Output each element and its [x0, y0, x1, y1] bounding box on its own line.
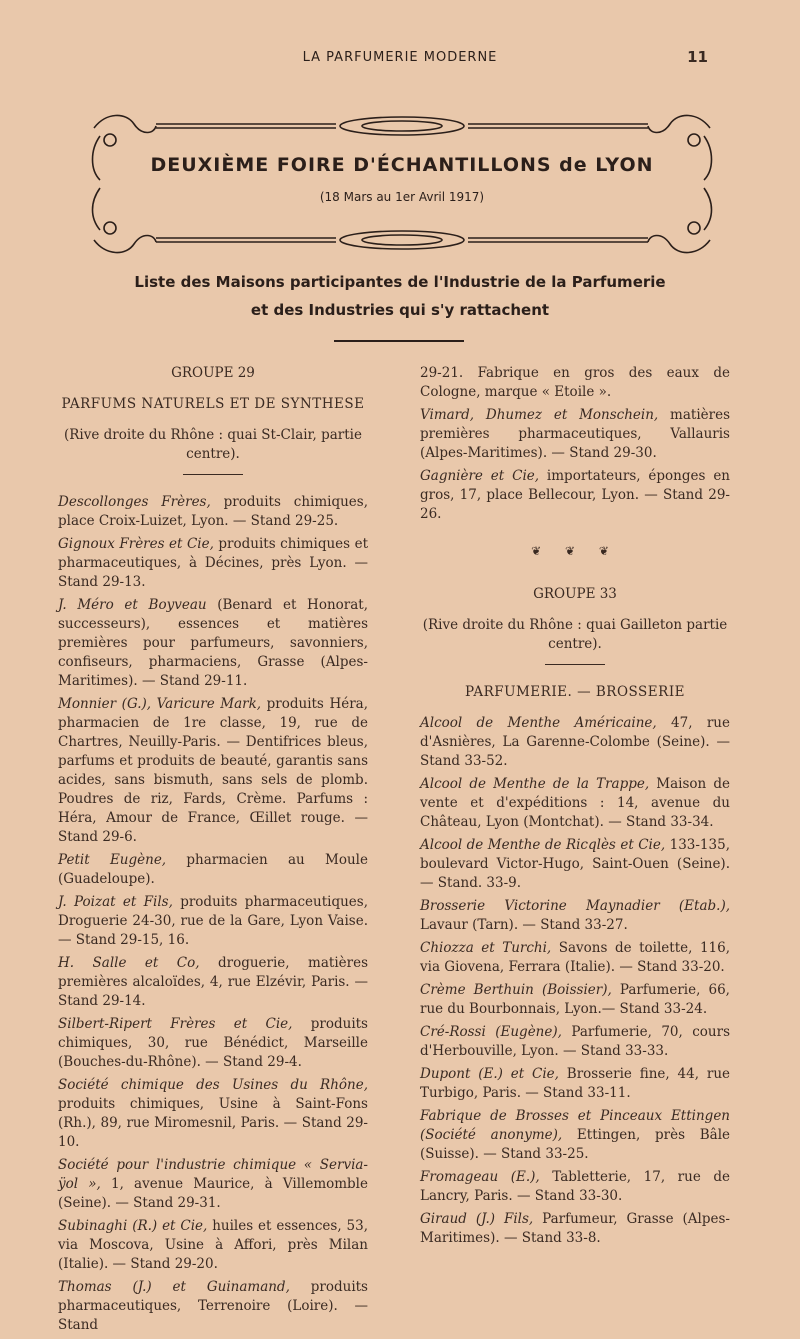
- group-33-location: (Rive droite du Rhône : quai Gailleton partie centre).: [422, 617, 728, 652]
- exhibitor-name: Gignoux Frères et Cie,: [58, 536, 214, 552]
- exhibitor-entry: [58, 1015, 368, 1072]
- section-divider: [545, 664, 605, 665]
- exhibitor-entry: [420, 775, 730, 832]
- exhibitor-name: Descollonges Frères,: [58, 494, 211, 510]
- exhibitor-entry: [58, 1076, 368, 1152]
- exhibitor-details: produits chimiques, 30, rue Bénédict, Marseille (Bouches-du-Rhône). — Stand 29-4.: [58, 1016, 368, 1070]
- exhibitor-details: produits chimiques, place Croix-Luizet, Lyon. — Stand 29-25.: [58, 494, 368, 529]
- exhibitor-details: 47, rue d'Asnières, La Garenne-Colombe (Seine). — Stand 33-52.: [420, 715, 730, 769]
- exhibitor-details: droguerie, matières premières alcaloïdes, 4, rue Elzévir, Paris. — Stand 29-14.: [58, 955, 368, 1009]
- exhibitor-name: Silbert-Ripert Frères et Cie,: [58, 1016, 293, 1032]
- exhibitor-details: produits chimiques, Usine à Saint-Fons (Rh.), 89, rue Miromesnil, Paris. — Stand 29-10.: [58, 1096, 368, 1150]
- exhibitor-name: J. Méro et Boyveau: [58, 597, 207, 613]
- list-intro: [60, 268, 740, 324]
- exhibitor-name: Chiozza et Turchi,: [420, 940, 552, 956]
- exhibitor-details: Ettingen, près Bâle (Suisse). — Stand 33-25.: [420, 1127, 731, 1162]
- exhibitor-entry: [420, 1168, 730, 1206]
- banner-subtitle: (18 Mars au 1er Avril 1917): [319, 190, 485, 204]
- group-29-continued-entries: [420, 364, 730, 524]
- running-head: LA PARFUMERIE MODERNE: [302, 50, 498, 65]
- exhibitor-name: Crème Berthuin (Boissier),: [420, 982, 612, 998]
- exhibitor-entry: [58, 493, 368, 531]
- group-29-heading: GROUPE 29: [171, 365, 255, 381]
- exhibitor-details: (Benard et Honorat, successeurs), essences et matières premières pour parfumeurs, savonniers, confiseurs, pharmaciens, Grasse (Alpes-Maritimes). — Stand 29-11.: [58, 597, 368, 689]
- intro-line-1: Liste des Maisons participantes de l'Industrie de la Parfumerie: [134, 273, 666, 291]
- banner-title: DEUXIÈME FOIRE D'ÉCHANTILLONS de LYON: [150, 154, 654, 176]
- right-column: [420, 364, 730, 1252]
- exhibitor-details: Tabletterie, 17, rue de Lancry, Paris. — Stand 33-30.: [420, 1169, 731, 1204]
- exhibitor-details: Maison de vente et d'expéditions : 14, avenue du Château, Lyon (Montchat). — Stand 33-34.: [420, 776, 730, 830]
- exhibitor-entry: [58, 596, 368, 691]
- intro-line-2: et des Industries qui s'y rattachent: [250, 301, 550, 319]
- exhibitor-name: Fabrique de Brosses et Pinceaux Ettingen (Société anonyme),: [420, 1108, 730, 1143]
- exhibitor-entry: [420, 981, 730, 1019]
- exhibitor-details: 29-21. Fabrique en gros des eaux de Cologne, marque « Etoile ».: [420, 365, 730, 400]
- exhibitor-name: Société chimique des Usines du Rhône,: [58, 1077, 368, 1093]
- exhibitor-name: Gagnière et Cie,: [420, 468, 540, 484]
- exhibitor-entry: [420, 1065, 730, 1103]
- exhibitor-details: Parfumerie, 70, cours d'Herbouville, Lyon. — Stand 33-33.: [420, 1024, 731, 1059]
- exhibitor-entry: [58, 851, 368, 889]
- exhibitor-details: Brosserie fine, 44, rue Turbigo, Paris. — Stand 33-11.: [420, 1066, 730, 1101]
- exhibitor-name: Vimard, Dhumez et Monschein,: [420, 407, 659, 423]
- group-33-heading: GROUPE 33: [533, 586, 617, 602]
- exhibitor-details: Parfumerie, 66, rue du Bourbonnais, Lyon.— Stand 33-24.: [420, 982, 730, 1017]
- exhibitor-entry: [420, 939, 730, 977]
- exhibitor-details: produits chimiques et pharmaceutiques, à Décines, près Lyon. — Stand 29-13.: [58, 536, 368, 590]
- exhibitor-entry: [420, 714, 730, 771]
- group-29-location: (Rive droite du Rhône : quai St-Clair, partie centre).: [63, 427, 362, 462]
- fair-banner: [86, 110, 718, 258]
- exhibitor-details: produits Héra, pharmacien de 1re classe, 19, rue de Chartres, Neuilly-Paris. — Dentifrices bleus, parfums et produits de beauté, garantis sans acides, sans bismuth, sans sels de plomb. Poudres de riz, Fards, Crème. Parfums : Héra, Amour de France, Œillet rouge. — Stand 29-6.: [58, 696, 368, 845]
- exhibitor-entry: [420, 467, 730, 524]
- intro-divider: [334, 340, 464, 342]
- exhibitor-name: Dupont (E.) et Cie,: [420, 1066, 559, 1082]
- exhibitor-entry: [58, 893, 368, 950]
- exhibitor-details: Parfumeur, Grasse (Alpes-Maritimes). — Stand 33-8.: [420, 1211, 730, 1246]
- section-divider: [183, 474, 243, 475]
- exhibitor-name: Brosserie Victorine Maynadier (Etab.),: [420, 898, 730, 914]
- page-number: 11: [687, 48, 708, 66]
- exhibitor-entry: [420, 364, 730, 402]
- exhibitor-details: Lavaur (Tarn). — Stand 33-27.: [420, 917, 628, 933]
- exhibitor-name: Fromageau (E.),: [420, 1169, 540, 1185]
- exhibitor-name: Subinaghi (R.) et Cie,: [58, 1218, 208, 1234]
- exhibitor-details: pharmacien au Moule (Guadeloupe).: [58, 852, 368, 887]
- exhibitor-details: Savons de toilette, 116, via Giovena, Ferrara (Italie). — Stand 33-20.: [420, 940, 730, 975]
- left-column: [58, 364, 368, 1339]
- exhibitor-name: Giraud (J.) Fils,: [420, 1211, 534, 1227]
- exhibitor-details: 133-135, boulevard Victor-Hugo, Saint-Ouen (Seine). — Stand. 33-9.: [420, 837, 730, 891]
- exhibitor-entry: [420, 406, 730, 463]
- exhibitor-details: importateurs, éponges en gros, 17, place Bellecour, Lyon. — Stand 29-26.: [420, 468, 731, 522]
- banner-frame-ornament: [86, 110, 718, 258]
- exhibitor-entry: [58, 1156, 368, 1213]
- exhibitor-name: Alcool de Menthe de la Trappe,: [420, 776, 650, 792]
- exhibitor-name: Alcool de Menthe de Ricqlès et Cie,: [420, 837, 666, 853]
- exhibitor-entry: [420, 1210, 730, 1248]
- exhibitor-entry: [420, 1107, 730, 1164]
- exhibitor-name: Thomas (J.) et Guinamand,: [58, 1279, 290, 1295]
- exhibitor-details: produits pharmaceutiques, Droguerie 24-30, rue de la Gare, Lyon Vaise. — Stand 29-15, 16.: [58, 894, 368, 948]
- exhibitor-details: produits pharmaceutiques, Terrenoire (Loire). — Stand: [58, 1279, 368, 1333]
- exhibitor-details: 1, avenue Maurice, à Villemomble (Seine). — Stand 29-31.: [58, 1176, 368, 1211]
- exhibitor-entry: [58, 1278, 368, 1335]
- exhibitor-entry: [58, 1217, 368, 1274]
- group-29-title: PARFUMS NATURELS ET DE SYNTHESE: [61, 396, 365, 412]
- exhibitor-name: J. Poizat et Fils,: [58, 894, 173, 910]
- exhibitor-name: Petit Eugène,: [58, 852, 167, 868]
- exhibitor-entry: [58, 535, 368, 592]
- group-33-title: PARFUMERIE. — BROSSERIE: [464, 684, 686, 700]
- exhibitor-entry: [58, 695, 368, 847]
- exhibitor-entry: [420, 1023, 730, 1061]
- exhibitor-name: Cré-Rossi (Eugène),: [420, 1024, 562, 1040]
- exhibitor-name: Monnier (G.), Varicure Mark,: [58, 696, 262, 712]
- exhibitor-entry: [420, 897, 730, 935]
- exhibitor-entry: [420, 836, 730, 893]
- group-33-entries: [420, 714, 730, 1248]
- exhibitor-name: H. Salle et Co,: [58, 955, 200, 971]
- exhibitor-name: Société pour l'industrie chimique « Servia-ÿol »,: [58, 1157, 368, 1192]
- exhibitor-entry: [58, 954, 368, 1011]
- exhibitor-name: Alcool de Menthe Américaine,: [420, 715, 657, 731]
- group-29-entries: [58, 493, 368, 1335]
- exhibitor-details: matières premières pharmaceutiques, Vallauris (Alpes-Maritimes). — Stand 29-30.: [420, 407, 731, 461]
- ornament-divider: ❦ ❦ ❦: [531, 544, 619, 558]
- exhibitor-details: huiles et essences, 53, via Moscova, Usine à Affori, près Milan (Italie). — Stand 29-20.: [58, 1218, 368, 1272]
